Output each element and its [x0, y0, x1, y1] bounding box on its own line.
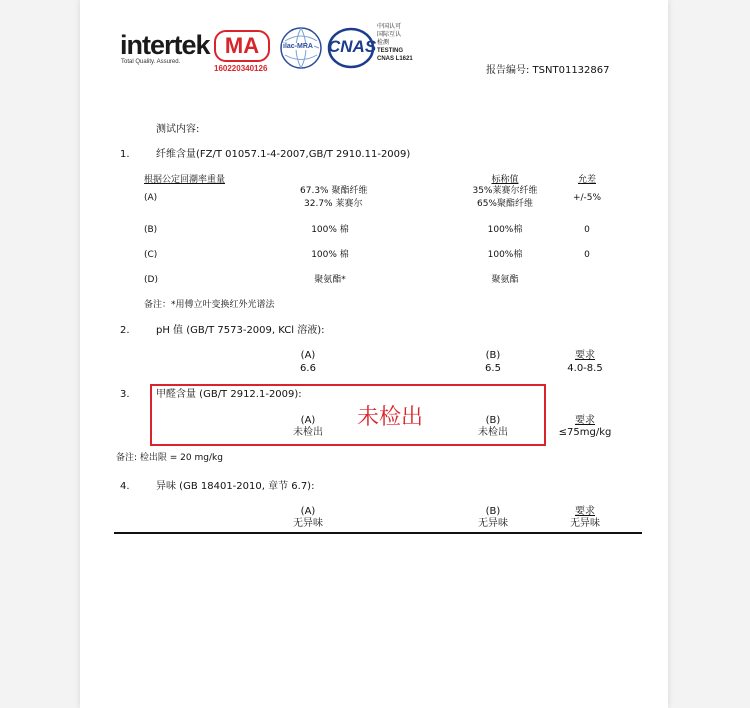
nominal-value: 聚氨酯 — [491, 275, 519, 285]
tolerance-value: +/-5% — [572, 193, 602, 203]
measured-value: 32.7% 莱赛尔 — [304, 199, 363, 209]
sample-b-value: 未检出 — [478, 427, 508, 438]
section-note: 备注: 检出限 = 20 mg/kg — [116, 453, 223, 463]
measured-value: 100% 棉 — [311, 225, 349, 235]
cnas-side-line: 国际互认 — [377, 32, 402, 38]
section-number: 3. — [120, 389, 130, 400]
tolerance-value: 0 — [584, 250, 590, 260]
section-number: 1. — [120, 149, 130, 160]
measured-value: 100% 棉 — [311, 250, 349, 260]
section-title: 异味 (GB 18401-2010, 章节 6.7): — [156, 481, 315, 492]
sample-a-label: (A) — [300, 506, 316, 517]
end-rule — [114, 532, 642, 534]
handwritten-annotation: 未检出 — [357, 405, 424, 430]
sample-b-value: 6.5 — [485, 363, 501, 374]
cnas-logo — [327, 26, 375, 70]
cnas-side-line: TESTING — [377, 48, 404, 54]
sample-id: (A) — [144, 193, 158, 203]
sample-a-label: (A) — [300, 415, 316, 426]
sample-a-value: 6.6 — [300, 363, 316, 374]
nominal-value: 100%棉 — [487, 225, 523, 235]
requirement-label: 要求 — [575, 415, 595, 426]
ilac-mra-label: ilac-MRA — [283, 43, 313, 50]
intertek-logo: intertek — [120, 30, 210, 60]
ma-logo-text: MA — [224, 33, 260, 58]
sample-a-value: 未检出 — [293, 427, 323, 438]
section-number: 2. — [120, 325, 130, 336]
nominal-value: 100%棉 — [487, 250, 523, 260]
sample-b-label: (B) — [485, 350, 501, 361]
requirement-label: 要求 — [575, 506, 595, 517]
report-number: 报告编号: TSNT01132867 — [486, 65, 610, 76]
section-title: pH 值 (GB/T 7573-2009, KCl 溶液): — [156, 325, 325, 336]
ma-number: 160220340126 — [214, 64, 268, 73]
measured-value: 聚氨酯* — [314, 275, 346, 285]
intertek-tagline: Total Quality. Assured. — [121, 59, 181, 65]
cnas-side-text — [377, 23, 413, 63]
sample-id: (C) — [144, 250, 158, 260]
sample-b-value: 无异味 — [478, 518, 508, 529]
cnas-side-line: 中国认可 — [377, 24, 402, 30]
measured-value: 67.3% 聚酯纤维 — [300, 186, 368, 196]
cnas-logo-text: CNAS — [328, 37, 377, 56]
nominal-value: 35%莱赛尔纤维 — [472, 186, 538, 196]
sample-a-value: 无异味 — [293, 518, 323, 529]
ilac-mra-icon — [279, 26, 323, 70]
report-page — [80, 0, 668, 708]
intro-heading: 测试内容: — [156, 124, 200, 135]
column-header-basis: 根据公定回潮率重量 — [144, 175, 226, 185]
section-number: 4. — [120, 481, 130, 492]
tolerance-value: 0 — [584, 225, 590, 235]
sample-b-label: (B) — [485, 506, 501, 517]
column-header-tolerance: 允差 — [577, 175, 596, 185]
section-title: 纤维含量(FZ/T 01057.1-4-2007,GB/T 2910.11-2009) — [156, 149, 411, 160]
sample-a-label: (A) — [300, 350, 316, 361]
sample-id: (B) — [144, 225, 158, 235]
requirement-value: ≤75mg/kg — [558, 427, 612, 438]
section-note: 备注：*用傅立叶变换红外光谱法 — [144, 300, 275, 310]
nominal-value: 65%聚酯纤维 — [476, 199, 533, 209]
requirement-value: 4.0-8.5 — [567, 363, 603, 374]
requirement-label: 要求 — [575, 350, 595, 361]
cnas-side-line: CNAS L1621 — [377, 56, 413, 62]
requirement-value: 无异味 — [570, 518, 600, 529]
ma-logo — [214, 30, 270, 62]
sample-id: (D) — [144, 275, 158, 285]
column-header-nominal: 标称值 — [491, 175, 519, 185]
sample-b-label: (B) — [485, 415, 501, 426]
section-title: 甲醛含量 (GB/T 2912.1-2009): — [156, 389, 302, 400]
cnas-side-line: 检测 — [377, 40, 390, 46]
